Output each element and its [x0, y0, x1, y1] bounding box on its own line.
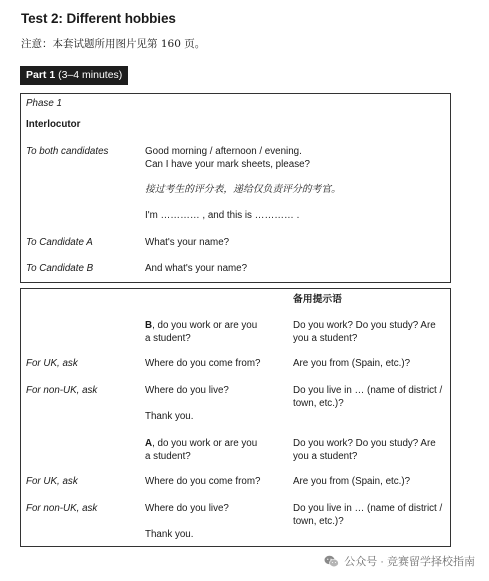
backup-work-a-1: Do you work? Do you study? Are	[293, 438, 436, 449]
part-label	[20, 66, 128, 85]
work-question-a-cont: a student?	[145, 451, 191, 462]
candidate-name-b: B	[145, 320, 153, 331]
phase1-box	[20, 93, 451, 283]
instruction-cn: 接过考生的评分表，递给仅负责评分的考官。	[145, 184, 341, 195]
backup-live-1a: Do you live in … (name of district /	[293, 385, 443, 396]
work-question-text: , do you work or are you	[152, 438, 258, 449]
intro-line: I'm ………… , and this is ………… .	[145, 210, 300, 221]
test-title: Test 2: Different hobbies	[21, 11, 176, 26]
name-question-a: What's your name?	[145, 237, 230, 248]
backup-prompts-header: 备用提示语	[293, 294, 342, 305]
thank-you-2: Thank you.	[145, 529, 194, 540]
thank-you-1: Thank you.	[145, 411, 194, 422]
work-question-b	[145, 319, 257, 333]
backup-work-a-2: you a student?	[293, 451, 358, 462]
come-from-question-1: Where do you come from?	[145, 358, 261, 369]
page-note: 注意：本套试题所用图片见第 160 页。	[21, 38, 206, 50]
candidate-name-a: A	[145, 438, 153, 449]
come-from-question-2: Where do you come from?	[145, 476, 261, 487]
backup-live-2b: town, etc.)?	[293, 516, 344, 527]
backup-from-2: Are you from (Spain, etc.)?	[293, 476, 411, 487]
backup-live-2a: Do you live in … (name of district /	[293, 503, 443, 514]
label-non-uk-1: For non-UK, ask	[26, 385, 98, 396]
backup-live-1b: town, etc.)?	[293, 398, 344, 409]
row-label-candidate-b: To Candidate B	[26, 263, 94, 274]
name-question-b: And what's your name?	[145, 263, 248, 274]
phase2-box	[20, 288, 451, 547]
live-question-1: Where do you live?	[145, 385, 229, 396]
backup-work-b-1: Do you work? Do you study? Are	[293, 320, 436, 331]
interlocutor-heading: Interlocutor	[26, 119, 81, 130]
backup-from-1: Are you from (Spain, etc.)?	[293, 358, 411, 369]
label-uk-1: For UK, ask	[26, 358, 78, 369]
live-question-2: Where do you live?	[145, 503, 229, 514]
watermark-text: 公众号 · 竞赛留学择校指南	[344, 556, 475, 568]
row-label-both: To both candidates	[26, 146, 109, 157]
part-number: Part 1	[26, 69, 56, 81]
part-duration: (3–4 minutes)	[55, 69, 123, 81]
watermark	[324, 553, 475, 569]
phase-label: Phase 1	[26, 98, 62, 109]
work-question-b-cont: a student?	[145, 333, 191, 344]
row-label-candidate-a: To Candidate A	[26, 237, 93, 248]
work-question-text: , do you work or are you	[152, 320, 258, 331]
greeting-line: Good morning / afternoon / evening.	[145, 146, 302, 157]
backup-work-b-2: you a student?	[293, 333, 358, 344]
label-non-uk-2: For non-UK, ask	[26, 503, 98, 514]
label-uk-2: For UK, ask	[26, 476, 78, 487]
wechat-icon	[324, 555, 339, 568]
mark-sheets-line: Can I have your mark sheets, please?	[145, 159, 311, 170]
work-question-a	[145, 437, 257, 451]
